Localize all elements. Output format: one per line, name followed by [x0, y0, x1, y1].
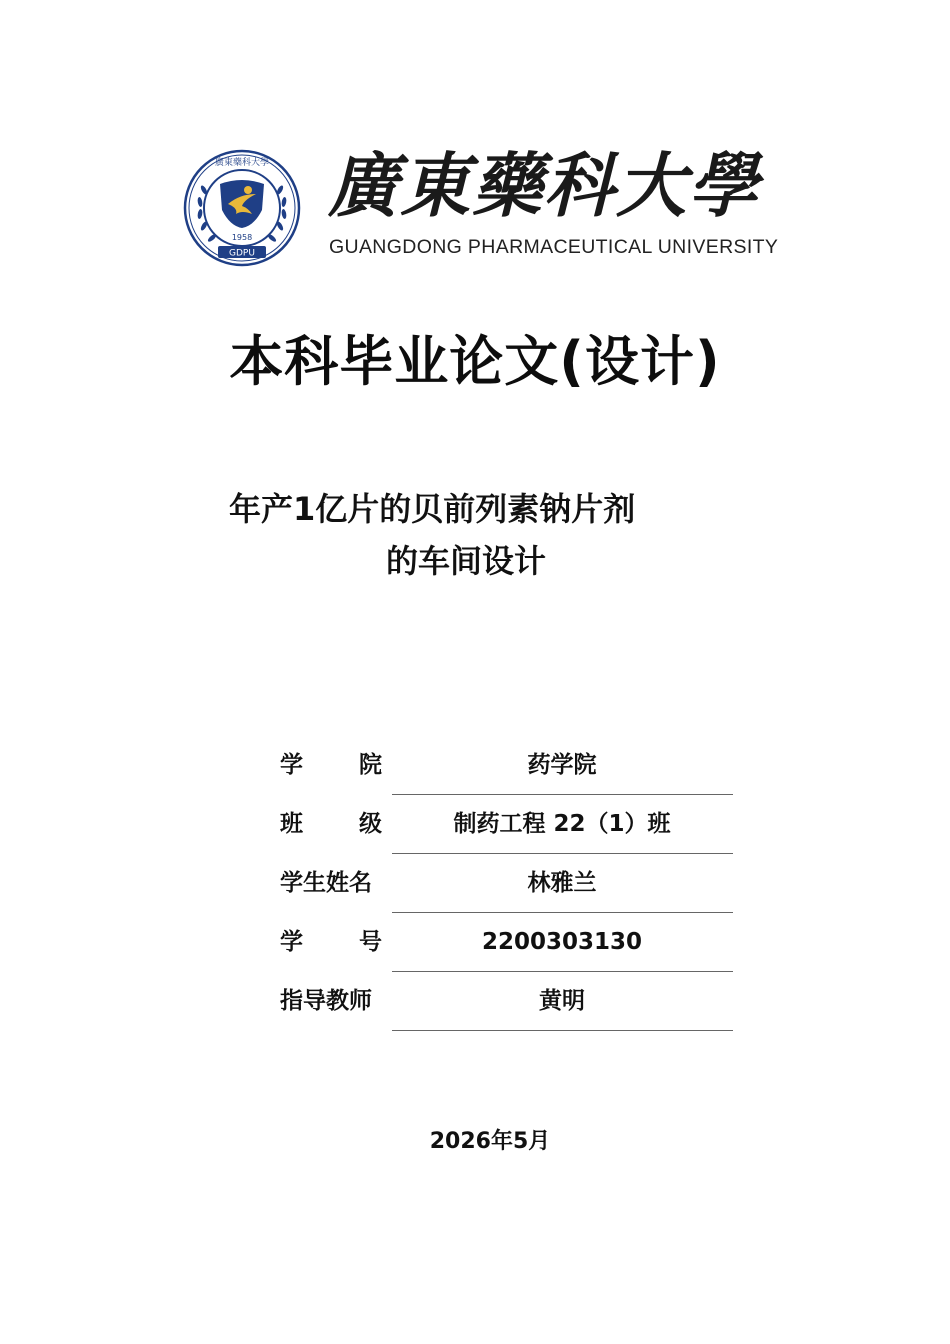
info-row-class: [280, 795, 734, 854]
thesis-title-line2: 的车间设计: [386, 542, 547, 580]
info-label-char: 级: [359, 811, 382, 837]
info-label-char: 院: [359, 752, 382, 778]
info-value-student-name: 林雅兰: [527, 870, 597, 896]
info-label-advisor: [280, 986, 382, 1016]
document-main-title: 本科毕业论文(设计): [229, 330, 721, 393]
thesis-title-line1: 年产1亿片的贝前列素钠片剂: [229, 490, 636, 528]
info-row-advisor: [280, 972, 734, 1031]
university-seal-logo: [182, 148, 302, 268]
info-value-student-id: 2200303130: [481, 929, 643, 955]
seal-ring-text: 廣東藥科大學: [214, 158, 270, 168]
info-label-char: 号: [359, 929, 382, 955]
info-label-student-id: [280, 927, 382, 957]
info-value-class: 制药工程 22（1）班: [453, 811, 671, 837]
info-row-college: [280, 736, 734, 795]
university-chinese-name: 廣東藥科大學: [328, 144, 760, 227]
seal-abbreviation: GDPU: [229, 248, 255, 259]
info-row-student-id: [280, 913, 734, 972]
info-value-advisor: 黄明: [539, 988, 585, 1014]
document-date: 2026年5月: [429, 1129, 551, 1154]
student-info-table: [280, 736, 734, 1031]
seal-year: 1958: [231, 233, 253, 242]
info-label-student-name: [280, 868, 382, 898]
info-row-student-name: [280, 854, 734, 913]
info-label-class: [280, 809, 382, 839]
info-label-college: [280, 750, 382, 780]
info-label-text: 学生姓名: [280, 870, 372, 896]
university-english-name: GUANGDONG PHARMACEUTICAL UNIVERSITY: [329, 236, 779, 258]
university-header: [180, 140, 780, 265]
info-value-college: 药学院: [527, 752, 597, 778]
info-label-text: 指导教师: [280, 988, 372, 1014]
info-label-char: 学: [280, 752, 303, 778]
info-label-char: 学: [280, 929, 303, 955]
info-label-char: 班: [280, 811, 303, 837]
underline: [392, 1030, 733, 1031]
